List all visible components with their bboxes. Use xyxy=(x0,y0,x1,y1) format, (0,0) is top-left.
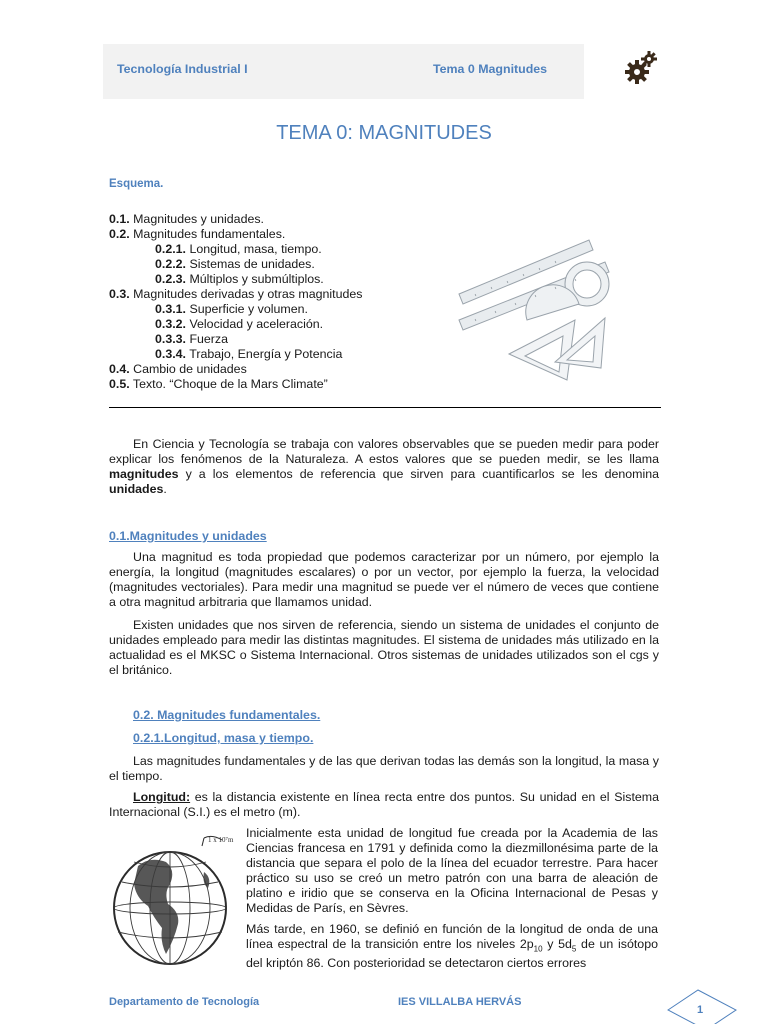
outline-item: 0.4. Cambio de unidades xyxy=(109,362,247,376)
outline-item: 0.2.3. Múltiplos y submúltiplos. xyxy=(155,272,324,286)
subsection-heading-0-2-1: 0.2.1.Longitud, masa y tiempo. xyxy=(133,731,314,745)
footer-department: Departamento de Tecnología xyxy=(109,996,260,1008)
outline-item: 0.3.1. Superficie y volumen. xyxy=(155,302,308,316)
paragraph: Las magnitudes fundamentales y de las que derivan todas las demás son la longitud, la masa y el tiempo. xyxy=(109,754,659,783)
paragraph: Inicialmente esta unidad de longitud fue creada por la Academia de las Ciencias francesa en 1791 y definida como la diezmillonésima parte de la distancia que separa el polo de la línea del ecuador terrestre. Para hacer práctico su uso se creó un metro patrón con una barra de aleación de platino e iridio que se conserva en la Oficina Internacional de Pesas y Medidas de París, en Sèvres. xyxy=(246,826,658,915)
outline-item: 0.2. Magnitudes fundamentales. xyxy=(109,227,286,241)
page-title: TEMA 0: MAGNITUDES xyxy=(276,122,492,144)
outline-item: 0.3.4. Trabajo, Energía y Potencia xyxy=(155,347,343,361)
section-heading-0-1: 0.1.Magnitudes y unidades xyxy=(109,529,267,543)
paragraph: Existen unidades que nos sirven de referencia, siendo un sistema de unidades el conjunto de unidades empleado para medir las distintas magnitudes. El sistema de unidades más utilizado en la actualidad es el MKSC o Sistema Internacional. Otros sistemas de unidades utilizados son el cgs y el británico. xyxy=(109,618,659,677)
globe-image xyxy=(108,832,242,972)
header-course: Tecnología Industrial I xyxy=(117,62,248,76)
outline xyxy=(109,212,469,392)
outline-item: 0.2.2. Sistemas de unidades. xyxy=(155,257,315,271)
gears-icon xyxy=(624,50,658,86)
drawing-tools-image xyxy=(455,232,625,382)
outline-item: 0.3.3. Fuerza xyxy=(155,332,229,346)
outline-item: 0.5. Texto. “Choque de la Mars Climate” xyxy=(109,377,328,391)
section-heading-0-2: 0.2. Magnitudes fundamentales. xyxy=(133,708,321,722)
intro-paragraph: En Ciencia y Tecnología se trabaja con valores observables que se pueden medir para poder explicar los fenómenos de la Naturaleza. A estos valores que se pueden medir, se les llama magnitudes y a los elementos de referencia que sirven para cuantificarlos se les denomina unidades. xyxy=(109,437,659,496)
globe-distance-label: 1 x 10⁷m xyxy=(208,836,234,844)
section-divider xyxy=(109,407,661,408)
outline-item: 0.3. Magnitudes derivadas y otras magnitudes xyxy=(109,287,363,301)
paragraph: Más tarde, en 1960, se definió en función de la longitud de onda de una línea espectral de la transición entre los niveles $2p_{10}$ y $5d_5$ de un isótopo del kriptón 86. Con posterioridad se detectaron ciertos errores xyxy=(246,922,658,971)
esquema-label: Esquema. xyxy=(109,178,164,190)
page-number: 1 xyxy=(697,1004,704,1016)
paragraph: Longitud: es la distancia existente en línea recta entre dos puntos. Su unidad en el Sistema Internacional (S.I.) es el metro (m). xyxy=(109,790,659,819)
outline-item: 0.3.2. Velocidad y aceleración. xyxy=(155,317,324,331)
header-topic: Tema 0 Magnitudes xyxy=(433,62,548,76)
outline-item: 0.2.1. Longitud, masa, tiempo. xyxy=(155,242,322,256)
footer-school: IES VILLALBA HERVÁS xyxy=(398,996,522,1008)
paragraph: Una magnitud es toda propiedad que podemos caracterizar por un número, por ejemplo la energía, la longitud (magnitudes escalares) o por un vector, por ejemplo la fuerza, la velocidad (magnitudes vectoriales). Para medir una magnitud se puede ver el número de veces que contiene a otra magnitud arbitraria que llamamos unidad. xyxy=(109,550,659,609)
outline-item: 0.1. Magnitudes y unidades. xyxy=(109,212,264,226)
